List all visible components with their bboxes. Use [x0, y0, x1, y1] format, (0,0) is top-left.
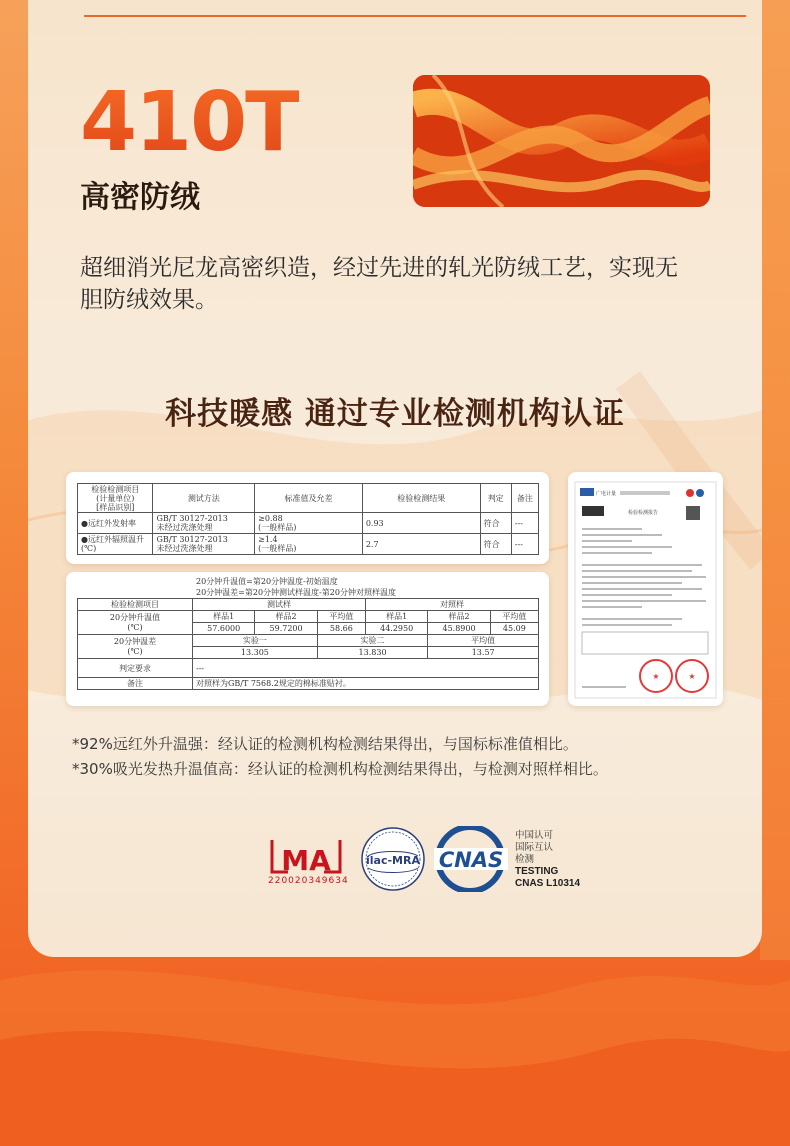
- table-cell: GB/T 30127-2013 未经过洗涤处理: [153, 534, 255, 555]
- report-document-thumbnail: [568, 472, 723, 706]
- table-cell: 对照样为GB/T 7568.2规定的棉标准贴衬。: [193, 678, 539, 690]
- product-big-title: 410T: [80, 75, 300, 170]
- report-caption: 20分钟升温值=第20分钟温度-初始温度: [196, 577, 338, 586]
- table-header-cell: 平均值: [428, 635, 539, 647]
- table-header-cell: 对照样: [365, 599, 538, 611]
- table-cell: GB/T 30127-2013 未经过洗涤处理: [153, 513, 255, 534]
- table-header-cell: 标准值及允差: [255, 484, 363, 513]
- table-cell: ---: [193, 659, 539, 678]
- table-row: [78, 678, 539, 690]
- cnas-code: CNAS L10314: [515, 878, 581, 889]
- report-caption: 20分钟温差=第20分钟测试样温度-第20分钟对照样温度: [196, 588, 396, 597]
- table-row: [78, 611, 539, 623]
- test-report-temperature: [66, 572, 549, 706]
- table-cell: 备注: [78, 678, 193, 690]
- table-cell: 判定要求: [78, 659, 193, 678]
- table-row: [78, 635, 539, 647]
- emissivity-table: [77, 483, 539, 555]
- row-label: 20分钟升温值: [109, 612, 161, 622]
- table-cell: 13.57: [428, 647, 539, 659]
- table-cell: [78, 635, 193, 659]
- table-cell: 58.66: [317, 623, 365, 635]
- cma-number: 220020349634: [268, 876, 349, 886]
- cnas-line: 中国认可: [515, 830, 554, 841]
- table-header-cell: 检验检测项目: [78, 599, 193, 611]
- footnote-2: *30%吸光发热升温值高：经认证的检测机构检测结果得出，与检测对照样相比。: [72, 760, 608, 778]
- svg-text:★: ★: [688, 672, 696, 681]
- certification-heading: 科技暖感 通过专业检测机构认证: [165, 396, 625, 432]
- table-header-cell: 测试方法: [153, 484, 255, 513]
- table-cell: 45.09: [490, 623, 538, 635]
- table-cell: 符合: [480, 513, 511, 534]
- table-header-cell: 实验二: [317, 635, 428, 647]
- product-sub-title: 高密防绒: [80, 180, 200, 215]
- table-cell: [78, 611, 193, 635]
- table-cell: ---: [511, 534, 538, 555]
- table-row: [78, 534, 539, 555]
- table-cell: ●远红外发射率: [78, 513, 153, 534]
- table-row: [78, 659, 539, 678]
- table-cell: 0.93: [362, 513, 480, 534]
- table-cell: ≥0.88 (一般样品): [255, 513, 363, 534]
- svg-text:★: ★: [652, 672, 660, 681]
- table-header-cell: 判定: [480, 484, 511, 513]
- fabric-texture-image: [413, 75, 710, 207]
- table-cell: ≥1.4 (一般样品): [255, 534, 363, 555]
- company-name: 广电计量: [596, 491, 617, 497]
- table-header-cell: 实验一: [193, 635, 318, 647]
- table-cell: 57.6000: [193, 623, 255, 635]
- table-cell: ●远红外辐照温升(℃): [78, 534, 153, 555]
- table-header-cell: 平均值: [317, 611, 365, 623]
- test-report-emissivity: [66, 472, 549, 564]
- cnas-testing: TESTING: [515, 866, 559, 877]
- report-doc-title: 检验检测报告: [628, 510, 659, 516]
- table-cell: 45.8900: [428, 623, 490, 635]
- table-header-row: [78, 484, 539, 513]
- cma-label: MA: [281, 844, 331, 877]
- cnas-logo-icon: [434, 827, 508, 891]
- table-header-cell: 检验检测结果: [362, 484, 480, 513]
- table-cell: 59.7200: [255, 623, 317, 635]
- table-cell: 13.830: [317, 647, 428, 659]
- temperature-table: [77, 598, 539, 690]
- cnas-line: 检测: [515, 854, 535, 865]
- cnas-line: 国际互认: [515, 842, 554, 853]
- cnas-info: [515, 830, 580, 890]
- row-label: 20分钟温差: [113, 636, 157, 646]
- ilac-label: ilac-MRA: [366, 854, 420, 867]
- top-divider: [84, 15, 746, 17]
- table-header-cell: 备注: [511, 484, 538, 513]
- cnas-label: CNAS: [438, 848, 504, 872]
- row-unit: (℃): [127, 646, 143, 656]
- row-unit: (℃): [127, 622, 143, 632]
- table-header-cell: 样品2: [428, 611, 490, 623]
- product-description: 超细消光尼龙高密织造，经过先进的轧光防绒工艺，实现无胆防绒效果。: [80, 255, 678, 313]
- report-document-image: [568, 472, 723, 706]
- table-header-cell: 测试样: [193, 599, 366, 611]
- table-header-cell: 样品2: [255, 611, 317, 623]
- table-row: [78, 513, 539, 534]
- table-cell: 符合: [480, 534, 511, 555]
- table-header-cell: 样品1: [193, 611, 255, 623]
- table-header-row: [78, 599, 539, 611]
- table-cell: 13.305: [193, 647, 318, 659]
- cma-logo-icon: [272, 840, 340, 877]
- table-header-cell: 样品1: [365, 611, 427, 623]
- footnote-1: *92%远红外升温强：经认证的检测机构检测结果得出，与国标标准值相比。: [72, 735, 578, 753]
- table-cell: 44.2950: [365, 623, 427, 635]
- table-header-cell: 平均值: [490, 611, 538, 623]
- table-cell: 2.7: [362, 534, 480, 555]
- table-cell: ---: [511, 513, 538, 534]
- table-header-cell: 检验检测项目 (计量单位) [样品识别]: [78, 484, 153, 513]
- ilac-mra-logo-icon: [362, 828, 424, 890]
